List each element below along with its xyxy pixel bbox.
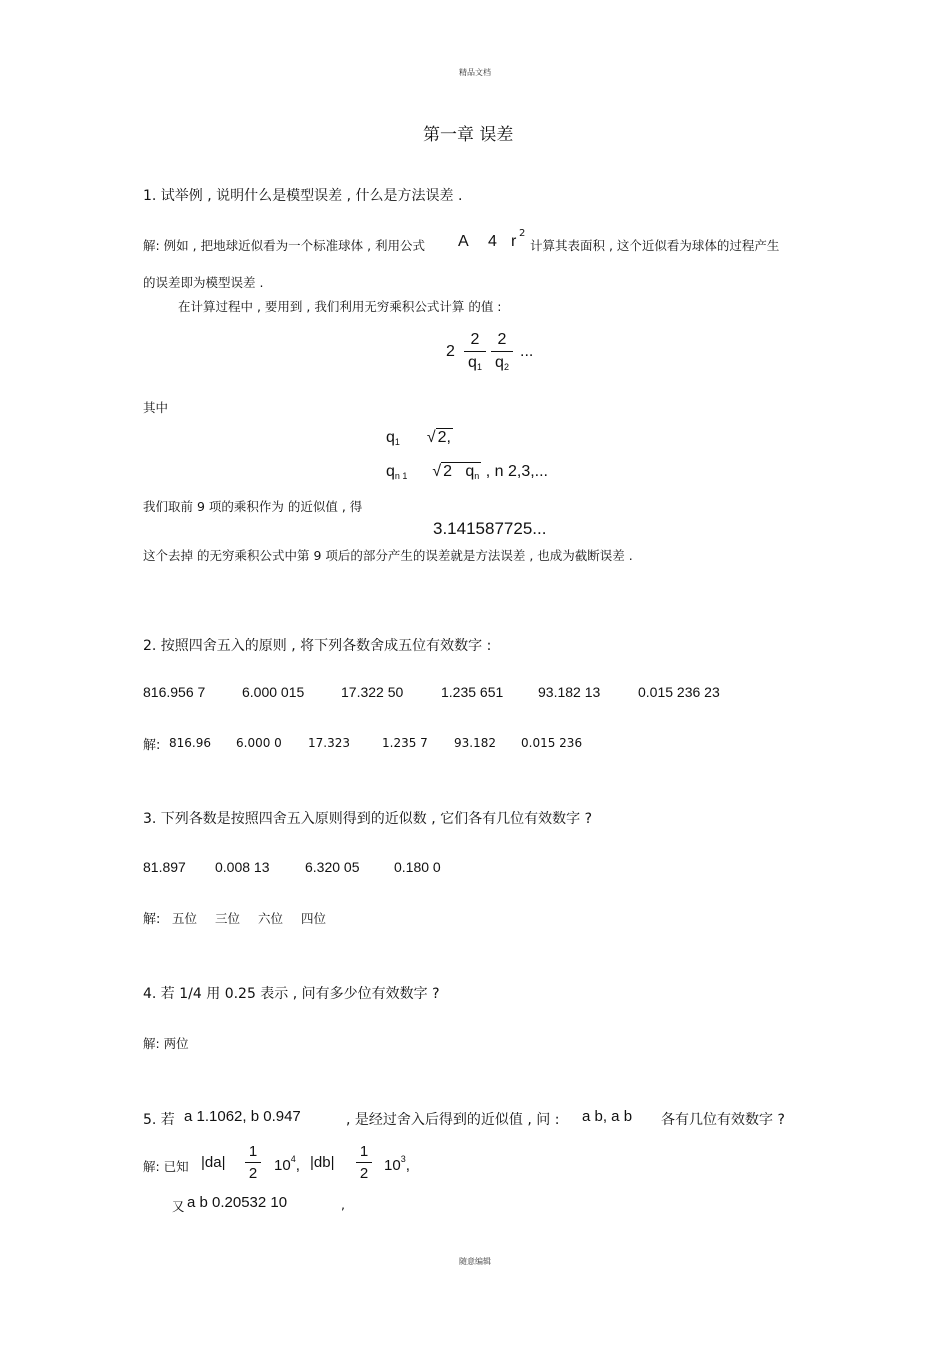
fraction-2-numerator: 2 — [497, 331, 507, 348]
q1-question: 1. 试举例 , 说明什么是模型误差 , 什么是方法误差 . — [143, 188, 463, 204]
q5-question-middle: , 是经过舍入后得到的近似值 , 问 : — [346, 1112, 560, 1128]
half-fraction-1: 1 2 — [245, 1143, 261, 1182]
sqrt-symbol-2: √ 2 $q_n$ — [432, 463, 480, 481]
q3-number-3: 6.320 05 — [305, 859, 360, 875]
q3-answer-label: 解: — [143, 912, 161, 927]
half-fraction-2: 1 2 — [356, 1143, 372, 1182]
formula-4: 4 — [488, 233, 497, 250]
q5-question-prefix: 5. 若 — [143, 1112, 175, 1128]
q2-number-2: 6.000 015 — [242, 684, 305, 700]
pi-value: 3.141587725... — [433, 519, 547, 538]
abs-da: |da| — [201, 1154, 226, 1171]
q3-answer-2: 三位 — [215, 911, 241, 926]
formula-r: r — [511, 233, 517, 250]
ten-power-a: $10^4$, — [274, 1154, 300, 1174]
q5-line2-label: 又 — [172, 1199, 185, 1214]
fraction-1-denominator: $q_1$ — [468, 354, 482, 372]
q2-answer-label: 解: — [143, 738, 161, 753]
q2-answer-3: 17.323 — [308, 736, 350, 750]
where-label: 其中 — [143, 400, 169, 415]
qn-definition: $q_{n 1}$ √ 2 $q_n$ , n 2,3,... — [386, 463, 548, 481]
q1-answer-line1-b: 计算其表面积 , 这个近似看为球体的过程产生 — [530, 238, 780, 253]
q2-number-5: 93.182 13 — [538, 684, 601, 700]
formula-A: A — [458, 233, 469, 250]
abs-db: |db| — [310, 1154, 335, 1171]
ten-power-b: $10^3$, — [384, 1154, 410, 1174]
q1-answer-line3: 在计算过程中 , 要用到 , 我们利用无穷乘积公式计算 的值 : — [178, 299, 502, 314]
q1-answer-line1-a: 解: 例如 , 把地球近似看为一个标准球体 , 利用公式 — [143, 238, 426, 253]
q5-question-expressions: a b, a b — [582, 1108, 633, 1125]
q2-answer-1: 816.96 — [169, 736, 211, 750]
q3-question: 3. 下列各数是按照四舍五入原则得到的近似数 , 它们各有几位有效数字 ? — [143, 811, 593, 827]
q5-line2-comma: , — [341, 1197, 345, 1212]
sqrt-symbol: √ 2, — [426, 429, 451, 446]
q5-question-suffix: 各有几位有效数字 ? — [661, 1112, 785, 1128]
fraction-1-bar — [464, 351, 486, 352]
nine-terms-text: 我们取前 9 项的乘积作为 的近似值 , 得 — [143, 499, 363, 514]
product-fraction-2 — [491, 331, 513, 372]
footer-watermark: 随意编辑 — [459, 1257, 491, 1266]
q2-answer-4: 1.235 7 — [382, 736, 428, 750]
q3-number-1: 81.897 — [143, 859, 186, 875]
q1-definition: $q_1$ √ 2, — [386, 429, 451, 447]
q5-line2-math: a b 0.20532 10 — [187, 1194, 288, 1211]
q2-number-1: 816.956 7 — [143, 684, 206, 700]
chapter-title: 第一章 误差 — [423, 125, 514, 145]
q3-number-2: 0.008 13 — [215, 859, 270, 875]
product-fraction-1 — [464, 331, 486, 372]
product-tail: ... — [520, 343, 534, 360]
q1-answer-line2: 的误差即为模型误差 . — [143, 275, 264, 290]
q2-question: 2. 按照四舍五入的原则 , 将下列各数舍成五位有效数字 : — [143, 638, 492, 654]
q2-answer-2: 6.000 0 — [236, 736, 282, 750]
q3-answer-4: 四位 — [301, 911, 327, 926]
q5-question-values: a 1.1062, b 0.947 — [184, 1108, 301, 1125]
q2-number-6: 0.015 236 23 — [638, 684, 720, 700]
header-watermark: 精品文档 — [459, 68, 491, 77]
q2-number-3: 17.322 50 — [341, 684, 404, 700]
q2-answer-5: 93.182 — [454, 736, 496, 750]
q3-answer-3: 六位 — [258, 911, 284, 926]
q3-number-4: 0.180 0 — [394, 859, 441, 875]
q3-answer-1: 五位 — [172, 911, 198, 926]
product-lead: 2 — [446, 343, 455, 360]
q4-question: 4. 若 1/4 用 0.25 表示 , 问有多少位有效数字 ? — [143, 986, 440, 1002]
q5-answer-label: 解: 已知 — [143, 1159, 189, 1174]
fraction-2-denominator: $q_2$ — [495, 354, 509, 372]
fraction-1-numerator: 2 — [470, 331, 480, 348]
fraction-2-bar — [491, 351, 513, 352]
q2-answer-6: 0.015 236 — [521, 736, 583, 750]
q4-answer: 解: 两位 — [143, 1036, 189, 1051]
q1-conclusion: 这个去掉 的无穷乘积公式中第 9 项后的部分产生的误差就是方法误差 , 也成为截断误差 . — [143, 548, 633, 563]
q2-number-4: 1.235 651 — [441, 684, 504, 700]
formula-exponent: 2 — [519, 228, 526, 239]
